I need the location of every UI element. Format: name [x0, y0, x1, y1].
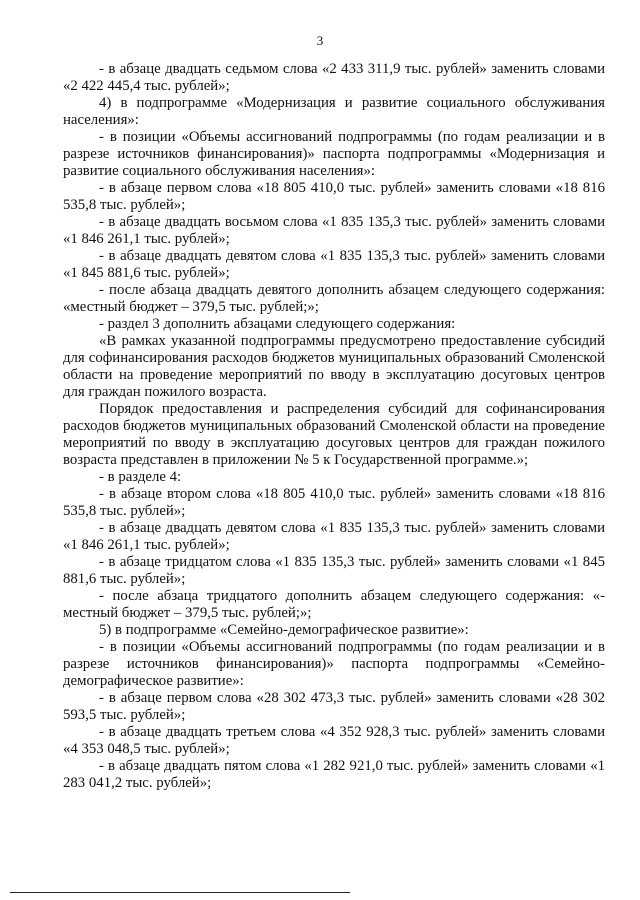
paragraph: - в разделе 4: — [99, 469, 182, 485]
footer-divider — [10, 892, 350, 893]
paragraph: - в позиции «Объемы ассигнований подпрограммы (по годам реализации и в разрезе источников финансирования)» паспорта подпрограммы «Семейно-демографическое развитие»: — [63, 639, 605, 689]
paragraph: - в абзаце двадцать седьмом слова «2 433 311,9 тыс. рублей» заменить словами «2 422 445,4 тыс. рублей»; — [63, 61, 605, 94]
paragraph: 5) в подпрограмме «Семейно-демографическое развитие»: — [99, 622, 469, 638]
paragraph: «В рамках указанной подпрограммы предусмотрено предоставление субсидий для софинансирования расходов бюджетов муниципальных образований Смоленской области на проведение мероприятий по вводу в эксплуатацию досуговых центров для граждан пожилого возраста. — [63, 333, 605, 400]
paragraph: - в абзаце втором слова «18 805 410,0 тыс. рублей» заменить словами «18 816 535,8 тыс. рублей»; — [63, 486, 605, 519]
document-body — [63, 61, 605, 792]
paragraph: - в абзаце первом слова «28 302 473,3 тыс. рублей» заменить словами «28 302 593,5 тыс. рублей»; — [63, 690, 605, 723]
paragraph: - в абзаце первом слова «18 805 410,0 тыс. рублей» заменить словами «18 816 535,8 тыс. рублей»; — [63, 180, 605, 213]
paragraph: - в абзаце тридцатом слова «1 835 135,3 тыс. рублей» заменить словами «1 845 881,6 тыс. рублей»; — [63, 554, 605, 587]
paragraph: - после абзаца тридцатого дополнить абзацем следующего содержания: «- местный бюджет – 379,5 тыс. рублей;»; — [63, 588, 605, 621]
page-number: 3 — [316, 33, 324, 48]
paragraph: - раздел 3 дополнить абзацами следующего содержания: — [99, 316, 456, 332]
paragraph: - в позиции «Объемы ассигнований подпрограммы (по годам реализации и в разрезе источников финансирования)» паспорта подпрограммы «Модернизация и развитие социального обслуживания населения»: — [63, 129, 605, 179]
paragraph: Порядок предоставления и распределения субсидий для софинансирования расходов бюджетов муниципальных образований Смоленской области на проведение мероприятий по вводу в эксплуатацию досуговых центров для граждан пожилого возраста представлен в приложении № 5 к Государственной программе.»; — [63, 401, 605, 468]
paragraph: - в абзаце двадцать девятом слова «1 835 135,3 тыс. рублей» заменить словами «1 846 261,1 тыс. рублей»; — [63, 520, 605, 553]
paragraph: - в абзаце двадцать пятом слова «1 282 921,0 тыс. рублей» заменить словами «1 283 041,2 тыс. рублей»; — [63, 758, 605, 791]
paragraph: - в абзаце двадцать третьем слова «4 352 928,3 тыс. рублей» заменить словами «4 353 048,5 тыс. рублей»; — [63, 724, 605, 757]
paragraph: - после абзаца двадцать девятого дополнить абзацем следующего содержания: «местный бюджет – 379,5 тыс. рублей;»; — [63, 282, 605, 315]
paragraph: - в абзаце двадцать восьмом слова «1 835 135,3 тыс. рублей» заменить словами «1 846 261,1 тыс. рублей»; — [63, 214, 605, 247]
paragraph: 4) в подпрограмме «Модернизация и развитие социального обслуживания населения»: — [63, 95, 605, 128]
paragraph: - в абзаце двадцать девятом слова «1 835 135,3 тыс. рублей» заменить словами «1 845 881,6 тыс. рублей»; — [63, 248, 605, 281]
